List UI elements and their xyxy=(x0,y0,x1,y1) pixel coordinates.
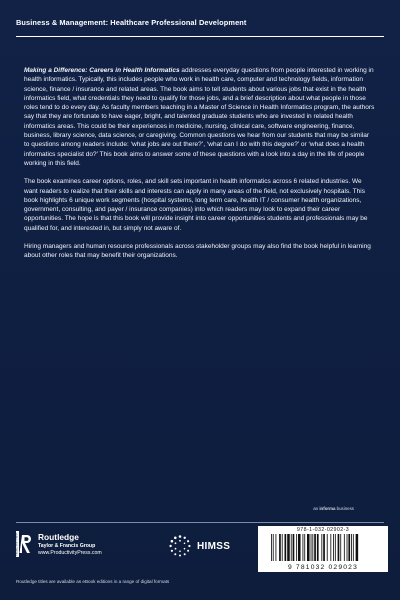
publisher-logo xyxy=(16,529,148,569)
publisher-group: Taylor & Francis Group xyxy=(38,543,96,549)
blurb-paragraph-1 xyxy=(24,66,376,168)
barcode xyxy=(271,534,383,561)
isbn-number: 978-1-032-02902-3 xyxy=(296,527,350,533)
blurb-paragraph-3: Hiring managers and human resource professionals across stakeholder groups may also find the book helpful in learning about other roles that may benefit their organizations. xyxy=(24,243,371,260)
footer-rule xyxy=(16,522,384,523)
blurb-paragraph-2: The book examines career options, roles, and skill sets important in health informatics across 6 related industries. We want readers to realize that their skills and interests can apply in many areas of the field, not exclusively hospitals. This book highlights 6 unique work segments (hospital systems, long term care, health IT / consumer health organizations, government, consulting, and payer / insurance companies) into which readers may look to expand their career opportunities. The hope is that this book will provide insight into career opportunities students and professionals may be qualified for, and interested in, but simply not aware of. xyxy=(24,178,368,232)
barcode-block xyxy=(258,526,388,572)
blurb xyxy=(24,66,376,270)
partner-logo xyxy=(168,534,248,560)
series-title: Business & Management: Healthcare Professional Development xyxy=(16,18,247,27)
header-rule xyxy=(16,36,384,37)
informa-credit: an informa business xyxy=(313,506,354,511)
himss-circle-icon xyxy=(168,534,192,558)
publisher-name: Routledge xyxy=(38,532,79,542)
barcode-digits: 9 781032 029023 xyxy=(287,564,359,571)
routledge-r-icon xyxy=(16,531,32,557)
partner-name: HIMSS xyxy=(197,541,231,552)
svg-text:PRODUCTIVITY PRESS: PRODUCTIVITY PRESS xyxy=(16,532,19,556)
ebook-tagline: Routledge titles are available as eBook editions in a range of digital formats xyxy=(16,579,170,584)
publisher-url[interactable]: www.ProductivityPress.com xyxy=(38,550,102,556)
blurb-paragraph-1-text: addresses everyday questions from people interested in working in health informatics. Typically, this includes people who work in health care, computer and technology fields, information science, finance / insurance and related areas. The book aims to tell students about various jobs that exist in the health informatics field, what credentials they need to qualify for those jobs, and a brief description about what people in those roles tend to do every day. As faculty members teaching in a Master of Science in Health Informatics program, the authors say that they are fortunate to have eager, bright, and talented graduate students who are invested in related health informatics areas. This could be their experiences in medicine, nursing, clinical care, software engineering, finance, business, library science, data science, or caregiving. Common questions we hear from our students that may be similar to questions among readers include: ‘what jobs are out there?’, ‘what can I do with this degree?’ or ‘what does a health informatics specialist do?’ This book aims to answer some of these questions with a look into a day in the life of people working in this field. xyxy=(24,67,375,167)
informa-brand: informa xyxy=(319,506,336,511)
book-title: Making a Difference: Careers in Health Informatics xyxy=(24,67,180,74)
